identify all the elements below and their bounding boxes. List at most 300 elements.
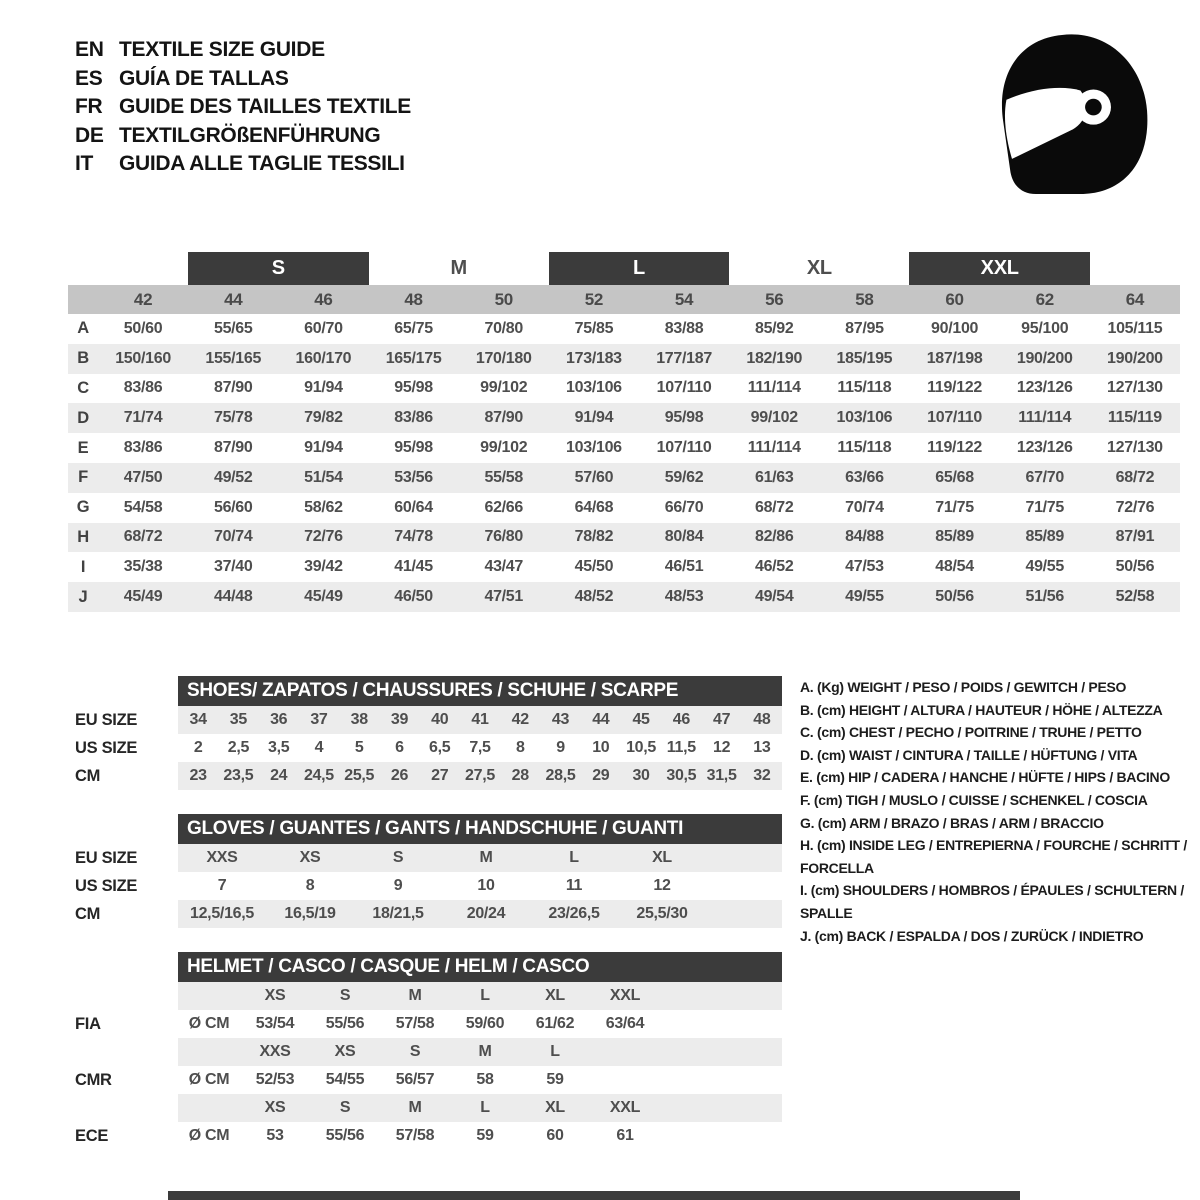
measurement-value: 127/130 — [1107, 379, 1163, 397]
gloves-eu-value: L — [569, 849, 579, 866]
shoes-us-value: 3,5 — [267, 739, 290, 756]
shoes-eu-value: 47 — [712, 711, 731, 728]
shoes-us-value: 2 — [193, 739, 203, 756]
shoes-cm-value: 30,5 — [666, 767, 697, 784]
measurement-value: 95/98 — [394, 379, 433, 397]
shoes-cm-value: 24 — [270, 767, 288, 784]
measurement-value: 63/66 — [845, 468, 884, 486]
measurement-value: 123/126 — [1016, 439, 1073, 457]
measurement-value: 54/58 — [123, 498, 163, 516]
helmet-diameter-value: 63/64 — [605, 1015, 645, 1032]
helmet-diameter-value: 54/55 — [325, 1071, 365, 1088]
numeric-size: 54 — [674, 289, 694, 309]
gloves-eu-row — [178, 844, 782, 872]
measurement-value: 68/72 — [1115, 468, 1155, 486]
numeric-size: 50 — [494, 289, 513, 309]
language-title-row — [75, 65, 411, 94]
shoes-cm-value: 23,5 — [223, 767, 254, 784]
language-title-row — [75, 93, 411, 122]
row-letter: D — [77, 408, 89, 427]
measurement-value: 74/78 — [394, 528, 433, 546]
diameter-label: Ø CM — [188, 1015, 230, 1032]
helmet-size-label: M — [408, 987, 422, 1004]
row-letter: F — [78, 468, 88, 487]
numeric-size: 64 — [1125, 289, 1145, 309]
measurement-value: 48/52 — [574, 588, 614, 606]
helmet-size-label: XS — [264, 1099, 286, 1116]
helmet-size-label: XL — [545, 987, 565, 1004]
measurement-value: 182/190 — [746, 349, 803, 367]
helmet-diameter-value: 57/58 — [395, 1015, 435, 1032]
numeric-size: 46 — [314, 289, 333, 309]
measurement-value: 50/56 — [935, 588, 974, 606]
helmet-size-header-row — [178, 1038, 782, 1066]
helmet-diameter-value: 53 — [266, 1127, 284, 1144]
numeric-size: 48 — [404, 289, 423, 309]
measurement-value: 55/65 — [213, 319, 253, 337]
helmet-size-label: M — [478, 1043, 492, 1060]
measurement-value: 111/114 — [1018, 409, 1072, 427]
language-title: TEXTILE SIZE GUIDE — [119, 38, 325, 61]
row-letter: C — [77, 378, 89, 397]
shoes-row-label: US SIZE — [75, 739, 138, 757]
measurement-value: 187/198 — [926, 349, 983, 367]
measurement-value: 60/70 — [304, 319, 343, 337]
measurement-value: 49/55 — [1025, 558, 1065, 576]
shoes-eu-value: 41 — [471, 711, 489, 728]
measurement-row — [68, 463, 1180, 493]
measurement-value: 91/94 — [304, 439, 343, 457]
measurement-value: 65/68 — [935, 468, 974, 486]
standard-label-spacer — [75, 1038, 175, 1066]
helmet-size-label: XXL — [609, 1099, 641, 1116]
language-title-row — [75, 36, 411, 65]
language-code: ES — [75, 66, 103, 90]
numeric-size: 52 — [584, 289, 604, 309]
measurement-value: 87/90 — [484, 409, 524, 427]
shoes-us-value: 2,5 — [227, 739, 250, 756]
measurement-value: 83/88 — [664, 319, 704, 337]
helmet-value-row — [178, 1010, 782, 1038]
size-group-l: L — [549, 252, 729, 285]
helmet-size-header-row — [178, 982, 782, 1010]
shoes-cm-value: 25,5 — [344, 767, 375, 784]
measurement-row — [68, 552, 1180, 582]
helmet-diameter-value: 57/58 — [395, 1127, 435, 1144]
measurement-rows — [68, 314, 1180, 612]
helmet-diameter-value: 60 — [546, 1127, 564, 1144]
shoes-cm-value: 27,5 — [465, 767, 495, 784]
measurement-value: 41/45 — [394, 558, 433, 576]
gloves-section-title: GLOVES / GUANTES / GANTS / HANDSCHUHE / GUANTI — [178, 814, 782, 844]
measurement-value: 71/75 — [1025, 498, 1065, 516]
measurement-value: 70/80 — [484, 319, 524, 337]
language-title-row — [75, 150, 411, 179]
numeric-size: 44 — [224, 289, 243, 309]
numeric-size: 62 — [1035, 289, 1054, 309]
shoes-us-value: 12 — [712, 739, 731, 756]
gloves-eu-value: S — [392, 849, 404, 866]
helmet-size-label: XL — [545, 1099, 565, 1116]
measurement-value: 85/89 — [935, 528, 974, 546]
helmet-value-row — [178, 1066, 782, 1094]
letter-column-spacer — [68, 285, 98, 314]
shoes-us-row — [178, 734, 782, 762]
language-code: IT — [75, 152, 94, 175]
shoes-us-value: 10 — [592, 739, 610, 756]
language-code: EN — [75, 38, 104, 61]
numeric-size: 58 — [855, 289, 874, 309]
gloves-row-labels — [75, 844, 175, 928]
legend-item: C. (cm) CHEST / PECHO / POITRINE / TRUHE / PETTO — [800, 724, 1142, 741]
measurement-value: 173/183 — [566, 349, 622, 367]
measurement-value: 70/74 — [845, 498, 884, 516]
measurement-value: 39/42 — [304, 558, 343, 576]
language-title: GUIDA ALLE TAGLIE TESSILI — [119, 152, 405, 175]
numeric-size: 60 — [945, 289, 964, 309]
helmet-size-label: XS — [334, 1043, 356, 1060]
measurement-value: 45/49 — [304, 588, 343, 606]
measurement-value: 107/110 — [656, 379, 712, 397]
measurement-value: 72/76 — [304, 528, 343, 546]
measurement-value: 160/170 — [295, 349, 352, 367]
diameter-label: Ø CM — [188, 1071, 230, 1088]
measurement-row — [68, 344, 1180, 374]
legend-item: J. (cm) BACK / ESPALDA / DOS / ZURÜCK / INDIETRO — [800, 927, 1144, 944]
shoes-cm-value: 28,5 — [545, 767, 576, 784]
measurement-value: 111/114 — [747, 379, 801, 397]
measurement-value: 95/98 — [664, 409, 704, 427]
measurement-value: 150/160 — [115, 349, 171, 367]
helmet-size-label: S — [339, 1099, 351, 1116]
measurement-value: 47/50 — [123, 468, 163, 486]
measurement-value: 95/98 — [394, 439, 433, 457]
standard-name: ECE — [75, 1127, 109, 1145]
measurement-value: 47/51 — [484, 588, 524, 606]
gloves-cm-value: 12,5/16,5 — [189, 905, 255, 922]
measurement-value: 72/76 — [1115, 498, 1155, 516]
shoes-eu-value: 46 — [672, 711, 690, 728]
legend-item: H. (cm) INSIDE LEG / ENTREPIERNA / FOURCHE / SCHRITT / FORCELLA — [800, 837, 1187, 876]
row-letter: E — [77, 438, 89, 457]
measurement-value: 56/60 — [213, 498, 253, 516]
shoes-cm-value: 28 — [511, 767, 529, 784]
helmet-size-label: L — [480, 987, 490, 1004]
measurement-value: 61/63 — [754, 468, 794, 486]
measurement-value: 55/58 — [484, 468, 524, 486]
measurement-value: 49/54 — [754, 588, 794, 606]
shoes-eu-value: 40 — [431, 711, 449, 728]
row-letter: B — [77, 349, 89, 368]
numeric-size: 56 — [765, 289, 784, 309]
measurement-value: 71/74 — [123, 409, 163, 427]
legend-item: G. (cm) ARM / BRAZO / BRAS / ARM / BRACCIO — [800, 814, 1104, 831]
measurement-value: 87/90 — [213, 439, 253, 457]
measurement-row — [68, 582, 1180, 612]
shoes-eu-value: 44 — [592, 711, 610, 728]
measurement-value: 47/53 — [845, 558, 884, 576]
measurement-value: 95/100 — [1021, 319, 1069, 337]
measurement-value: 80/84 — [664, 528, 704, 546]
measurement-value: 58/62 — [304, 498, 343, 516]
shoes-us-value: 6 — [395, 739, 404, 756]
measurement-value: 65/75 — [394, 319, 433, 337]
measurement-value: 85/92 — [754, 319, 794, 337]
helmet-size-label: M — [408, 1099, 422, 1116]
gloves-us-row — [178, 872, 782, 900]
language-title-list — [75, 36, 411, 179]
standard-name: FIA — [75, 1015, 101, 1033]
shoes-us-value: 5 — [354, 739, 364, 756]
measurement-value: 67/70 — [1025, 468, 1065, 486]
gloves-eu-value: M — [479, 849, 493, 866]
shoes-row-labels — [75, 706, 175, 790]
measurement-value: 119/122 — [927, 379, 982, 397]
language-title: TEXTILGRÖßENFÜHRUNG — [119, 123, 381, 147]
measurement-value: 87/90 — [213, 379, 253, 397]
shoes-cm-value: 24,5 — [303, 767, 334, 784]
measurement-value: 103/106 — [566, 379, 622, 397]
helmet-diameter-value: 53/54 — [255, 1015, 295, 1032]
shoes-us-value: 8 — [515, 739, 525, 756]
measurement-value: 84/88 — [845, 528, 884, 546]
helmet-size-header-row — [178, 1094, 782, 1122]
measurement-value: 50/56 — [1115, 558, 1155, 576]
helmet-standard-labels — [75, 982, 175, 1150]
helmet-section-title: HELMET / CASCO / CASQUE / HELM / CASCO — [178, 952, 782, 982]
measurement-value: 90/100 — [931, 319, 979, 337]
measurement-value: 165/175 — [385, 349, 442, 367]
gloves-eu-value: XS — [299, 849, 321, 866]
measurement-value: 75/78 — [213, 409, 253, 427]
shoes-us-value: 4 — [314, 739, 324, 756]
measurement-value: 68/72 — [754, 498, 794, 516]
gloves-eu-value: XL — [652, 849, 672, 866]
shoes-eu-value: 39 — [390, 711, 409, 728]
shoes-section-title: SHOES/ ZAPATOS / CHAUSSURES / SCHUHE / SCARPE — [178, 676, 782, 706]
gloves-cm-value: 20/24 — [466, 905, 506, 922]
gloves-row-label: US SIZE — [75, 877, 138, 895]
row-letter: A — [77, 319, 89, 338]
language-title: GUÍA DE TALLAS — [119, 66, 289, 90]
measurement-value: 87/95 — [845, 319, 884, 337]
measurement-value: 49/52 — [213, 468, 253, 486]
legend-item: A. (Kg) WEIGHT / PESO / POIDS / GEWITCH / PESO — [800, 679, 1127, 695]
shoes-eu-value: 36 — [270, 711, 288, 728]
shoes-us-value: 11,5 — [666, 739, 696, 756]
helmet-diameter-value: 58 — [476, 1071, 494, 1088]
measurement-value: 115/118 — [837, 379, 892, 397]
measurement-value: 50/60 — [123, 319, 163, 337]
measurement-value: 85/89 — [1025, 528, 1065, 546]
legend-item: D. (cm) WAIST / CINTURA / TAILLE / HÜFTUNG / VITA — [800, 746, 1138, 763]
helmet-diameter-value: 56/57 — [395, 1071, 435, 1088]
measurement-value: 68/72 — [123, 528, 163, 546]
measurement-value: 46/51 — [664, 558, 704, 576]
legend-item: E. (cm) HIP / CADERA / HANCHE / HÜFTE / HIPS / BACINO — [800, 769, 1170, 786]
measurement-value: 46/50 — [394, 588, 433, 606]
racing-helmet-icon — [975, 22, 1160, 207]
measurement-value: 78/82 — [574, 528, 614, 546]
measurement-value: 53/56 — [394, 468, 433, 486]
shoes-eu-value: 48 — [753, 711, 771, 728]
shoes-row-label: CM — [75, 767, 101, 785]
gloves-cm-value: 18/21,5 — [372, 905, 424, 922]
gloves-us-value: 9 — [393, 877, 403, 894]
gloves-us-value: 12 — [653, 877, 671, 894]
language-code: FR — [75, 95, 103, 118]
measurement-value: 185/195 — [836, 349, 893, 367]
measurement-value: 190/200 — [1107, 349, 1163, 367]
helmet-diameter-value: 55/56 — [325, 1127, 365, 1144]
helmet-diameter-value: 61/62 — [535, 1015, 575, 1032]
measurement-value: 155/165 — [205, 349, 262, 367]
measurement-value: 62/66 — [484, 498, 524, 516]
size-group-s: S — [188, 252, 368, 285]
shoes-cm-value: 30 — [632, 767, 650, 784]
row-letter: J — [78, 587, 88, 606]
measurement-value: 99/102 — [750, 409, 798, 427]
shoes-row-label: EU SIZE — [75, 711, 138, 729]
shoes-us-value: 9 — [556, 739, 565, 756]
measurement-row — [68, 374, 1180, 404]
language-code: DE — [75, 123, 104, 147]
shoes-eu-value: 42 — [511, 711, 529, 728]
measurement-value: 57/60 — [574, 468, 614, 486]
shoes-cm-row — [178, 762, 782, 790]
measurement-value: 87/91 — [1115, 528, 1155, 546]
helmet-size-label: L — [480, 1099, 490, 1116]
shoes-cm-value: 27 — [431, 767, 449, 784]
standard-label-spacer — [75, 982, 175, 1010]
measurement-value: 48/53 — [664, 588, 704, 606]
shoes-eu-value: 35 — [229, 711, 247, 728]
diameter-label: Ø CM — [188, 1127, 230, 1144]
helmet-diameter-value: 59 — [476, 1127, 494, 1144]
shoes-eu-value: 34 — [189, 711, 207, 728]
measurement-value: 46/52 — [754, 558, 794, 576]
measurement-value: 48/54 — [935, 558, 974, 576]
measurement-value: 64/68 — [574, 498, 614, 516]
measurement-value: 83/86 — [394, 409, 433, 427]
shoes-eu-value: 37 — [310, 711, 328, 728]
measurement-value: 76/80 — [484, 528, 524, 546]
measurement-value: 123/126 — [1016, 379, 1073, 397]
helmet-section — [178, 952, 782, 1150]
standard-name: CMR — [75, 1071, 112, 1089]
measurement-value: 60/64 — [394, 498, 433, 516]
numeric-size: 42 — [133, 289, 153, 309]
measurement-value: 91/94 — [304, 379, 343, 397]
helmet-diameter-value: 61 — [616, 1127, 634, 1144]
measurement-value: 115/118 — [837, 439, 892, 457]
shoes-section — [178, 676, 782, 790]
legend-item: I. (cm) SHOULDERS / HOMBROS / ÉPAULES / SCHULTERN / SPALLE — [800, 882, 1184, 921]
measurement-value: 70/74 — [213, 528, 253, 546]
row-letter: H — [77, 527, 89, 546]
measurement-value: 170/180 — [475, 349, 532, 367]
gloves-eu-value: XXS — [206, 849, 238, 866]
measurement-row — [68, 493, 1180, 523]
shoes-cm-value: 29 — [592, 767, 610, 784]
gloves-us-value: 8 — [305, 877, 315, 894]
measurement-row — [68, 523, 1180, 553]
measurement-value: 79/82 — [304, 409, 343, 427]
bottom-divider-bar — [168, 1191, 1020, 1200]
shoes-eu-value: 45 — [632, 711, 650, 728]
measurement-value: 45/50 — [574, 558, 614, 576]
measurement-value: 177/187 — [656, 349, 712, 367]
size-group-row — [68, 252, 1180, 285]
shoes-eu-row — [178, 706, 782, 734]
measurement-value: 119/122 — [927, 439, 982, 457]
measurement-value: 45/49 — [123, 588, 163, 606]
measurement-value: 103/106 — [566, 439, 622, 457]
shoes-us-value: 7,5 — [469, 739, 491, 756]
measurement-row — [68, 403, 1180, 433]
measurement-value: 66/70 — [664, 498, 704, 516]
helmet-diameter-value: 52/53 — [255, 1071, 295, 1088]
shoes-eu-value: 43 — [551, 711, 570, 728]
language-title-row — [75, 122, 411, 151]
gloves-cm-value: 16,5/19 — [284, 905, 336, 922]
gloves-cm-value: 25,5/30 — [636, 905, 688, 922]
measurement-value: 37/40 — [213, 558, 253, 576]
shoes-cm-value: 32 — [753, 767, 771, 784]
helmet-size-label: S — [339, 987, 351, 1004]
measurement-value: 115/119 — [1107, 409, 1162, 427]
measurement-value: 75/85 — [574, 319, 614, 337]
legend-item: F. (cm) TIGH / MUSLO / CUISSE / SCHENKEL / COSCIA — [800, 791, 1148, 808]
shoes-eu-value: 38 — [350, 711, 368, 728]
size-group-xxl: XXL — [909, 252, 1089, 285]
shoes-cm-value: 23 — [189, 767, 207, 784]
measurement-value: 107/110 — [927, 409, 982, 427]
measurement-value: 71/75 — [935, 498, 974, 516]
measurement-value: 44/48 — [213, 588, 253, 606]
helmet-size-label: XXS — [259, 1043, 291, 1060]
measurement-value: 107/110 — [656, 439, 712, 457]
measurement-legend — [800, 676, 1196, 947]
textile-size-table — [68, 252, 1180, 612]
gloves-us-value: 10 — [477, 877, 495, 894]
gloves-section — [178, 814, 782, 928]
helmet-value-row — [178, 1122, 782, 1150]
numeric-size-row — [68, 285, 1180, 314]
measurement-value: 111/114 — [747, 439, 801, 457]
row-letter: I — [80, 557, 86, 576]
gloves-us-value: 11 — [565, 877, 583, 894]
gloves-cm-row — [178, 900, 782, 928]
measurement-value: 127/130 — [1107, 439, 1163, 457]
measurement-value: 82/86 — [754, 528, 794, 546]
language-title: GUIDE DES TAILLES TEXTILE — [119, 95, 411, 118]
measurement-value: 190/200 — [1016, 349, 1073, 367]
measurement-value: 99/102 — [480, 439, 528, 457]
measurement-value: 99/102 — [480, 379, 528, 397]
helmet-diameter-value: 59 — [546, 1071, 564, 1088]
measurement-value: 105/115 — [1107, 319, 1163, 337]
shoes-cm-value: 31,5 — [706, 767, 737, 784]
measurement-value: 35/38 — [123, 558, 163, 576]
shoes-us-value: 6,5 — [429, 739, 451, 756]
measurement-value: 91/94 — [574, 409, 614, 427]
standard-label-spacer — [75, 1094, 175, 1122]
gloves-row-label: CM — [75, 905, 101, 923]
gloves-us-value: 7 — [217, 877, 227, 894]
measurement-value: 49/55 — [845, 588, 884, 606]
measurement-value: 51/56 — [1025, 588, 1065, 606]
